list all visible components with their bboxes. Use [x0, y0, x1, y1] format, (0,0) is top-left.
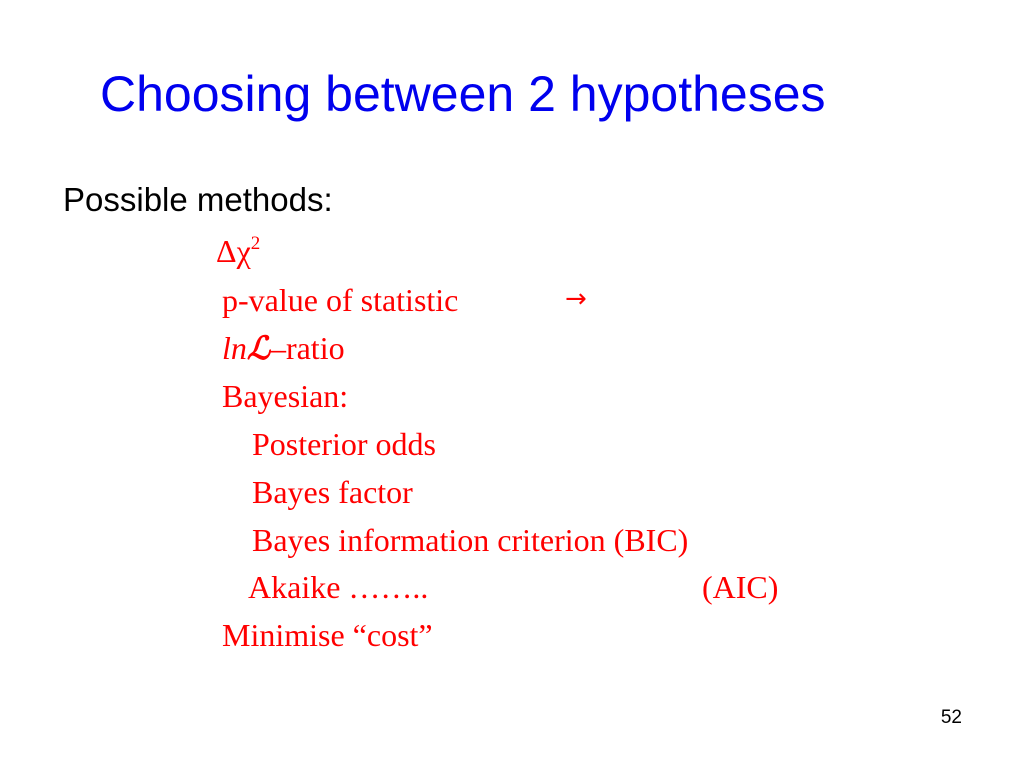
method-bayesian: Bayesian:	[222, 378, 349, 414]
method-bic: Bayes information criterion (BIC)	[252, 522, 689, 558]
ln-symbol: ln	[222, 330, 247, 366]
method-minimise-cost: Minimise “cost”	[222, 617, 433, 653]
method-p-value: p-value of statistic	[222, 282, 459, 318]
intro-text: Possible methods:	[63, 181, 333, 218]
method-aic-abbr: (AIC)	[702, 569, 779, 605]
delta-chi-symbol: Δχ	[216, 233, 251, 269]
method-posterior-odds: Posterior odds	[252, 426, 436, 462]
method-likelihood-ratio	[222, 329, 345, 367]
delta-chi-exponent: 2	[250, 233, 261, 254]
right-arrow-icon: →	[565, 284, 587, 314]
method-delta-chi-squared	[216, 232, 260, 270]
method-akaike: Akaike ……..	[248, 569, 429, 605]
slide-title: Choosing between 2 hypotheses	[100, 66, 826, 122]
page-number: 52	[940, 707, 962, 728]
ratio-label: –ratio	[269, 330, 345, 366]
method-bayes-factor: Bayes factor	[252, 474, 413, 510]
likelihood-symbol: ℒ	[246, 330, 270, 366]
